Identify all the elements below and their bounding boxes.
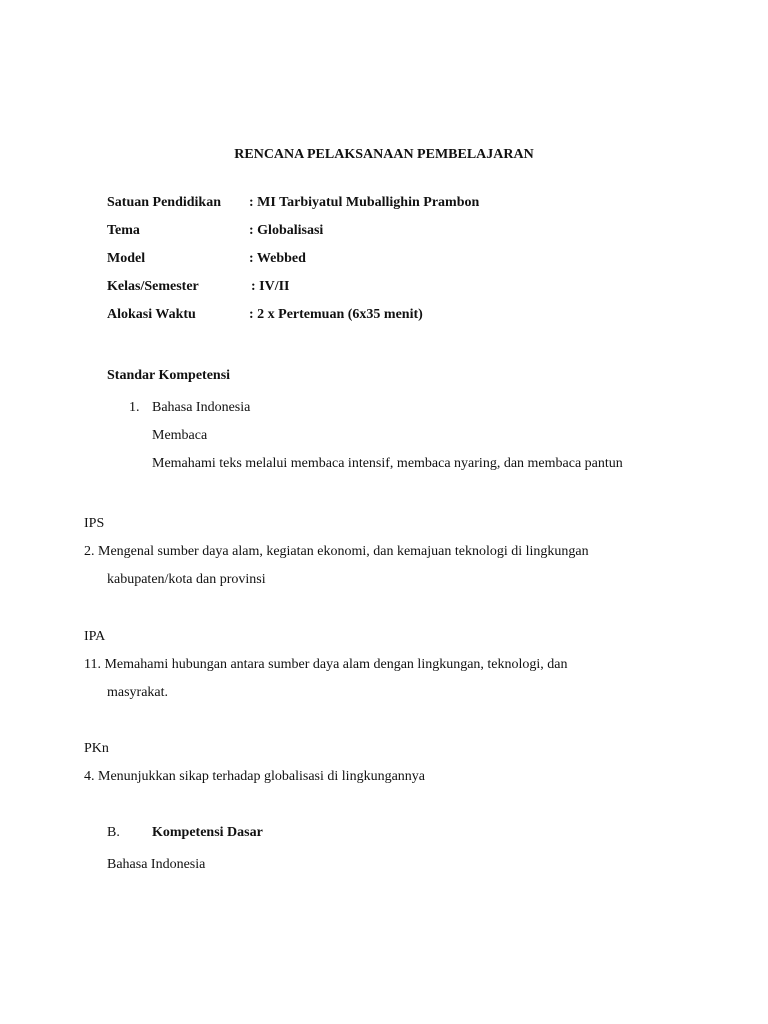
standar-kompetensi-heading: Standar Kompetensi <box>107 368 231 383</box>
competency-text: Memahami teks melalui membaca intensif, membaca nyaring, dan membaca pantun <box>152 456 623 471</box>
info-value-satuan-pendidikan: : MI Tarbiyatul Muballighin Prambon <box>249 195 480 210</box>
kompetensi-dasar-subject: Bahasa Indonesia <box>107 857 206 872</box>
ipa-heading: IPA <box>84 629 106 644</box>
document-title: RENCANA PELAKSANAAN PEMBELAJARAN <box>234 147 534 162</box>
info-value-model: : Webbed <box>249 251 306 266</box>
info-value-tema: : Globalisasi <box>249 223 324 238</box>
info-label-kelas-semester: Kelas/Semester <box>107 279 199 294</box>
list-item-number: 1. <box>129 400 140 415</box>
info-label-satuan-pendidikan: Satuan Pendidikan <box>107 195 221 210</box>
ipa-line-1: 11. Memahami hubungan antara sumber daya alam dengan lingkungan, teknologi, dan <box>84 657 568 672</box>
pkn-heading: PKn <box>84 741 109 756</box>
info-label-model: Model <box>107 251 146 266</box>
kompetensi-dasar-heading: Kompetensi Dasar <box>152 825 263 840</box>
subject-bahasa-indonesia: Bahasa Indonesia <box>152 400 251 415</box>
ipa-line-2: masyrakat. <box>107 685 169 700</box>
info-value-alokasi-waktu: : 2 x Pertemuan (6x35 menit) <box>249 307 423 322</box>
pkn-line-1: 4. Menunjukkan sikap terhadap globalisasi di lingkungannya <box>84 769 425 784</box>
aspect-membaca: Membaca <box>152 428 208 443</box>
info-value-kelas-semester: : IV/II <box>251 279 290 294</box>
section-marker-b: B. <box>107 825 120 840</box>
info-label-alokasi-waktu: Alokasi Waktu <box>107 307 196 322</box>
ips-line-2: kabupaten/kota dan provinsi <box>107 572 266 587</box>
info-label-tema: Tema <box>107 223 140 238</box>
ips-line-1: 2. Mengenal sumber daya alam, kegiatan ekonomi, dan kemajuan teknologi di lingkungan <box>84 544 589 559</box>
ips-heading: IPS <box>84 516 105 531</box>
